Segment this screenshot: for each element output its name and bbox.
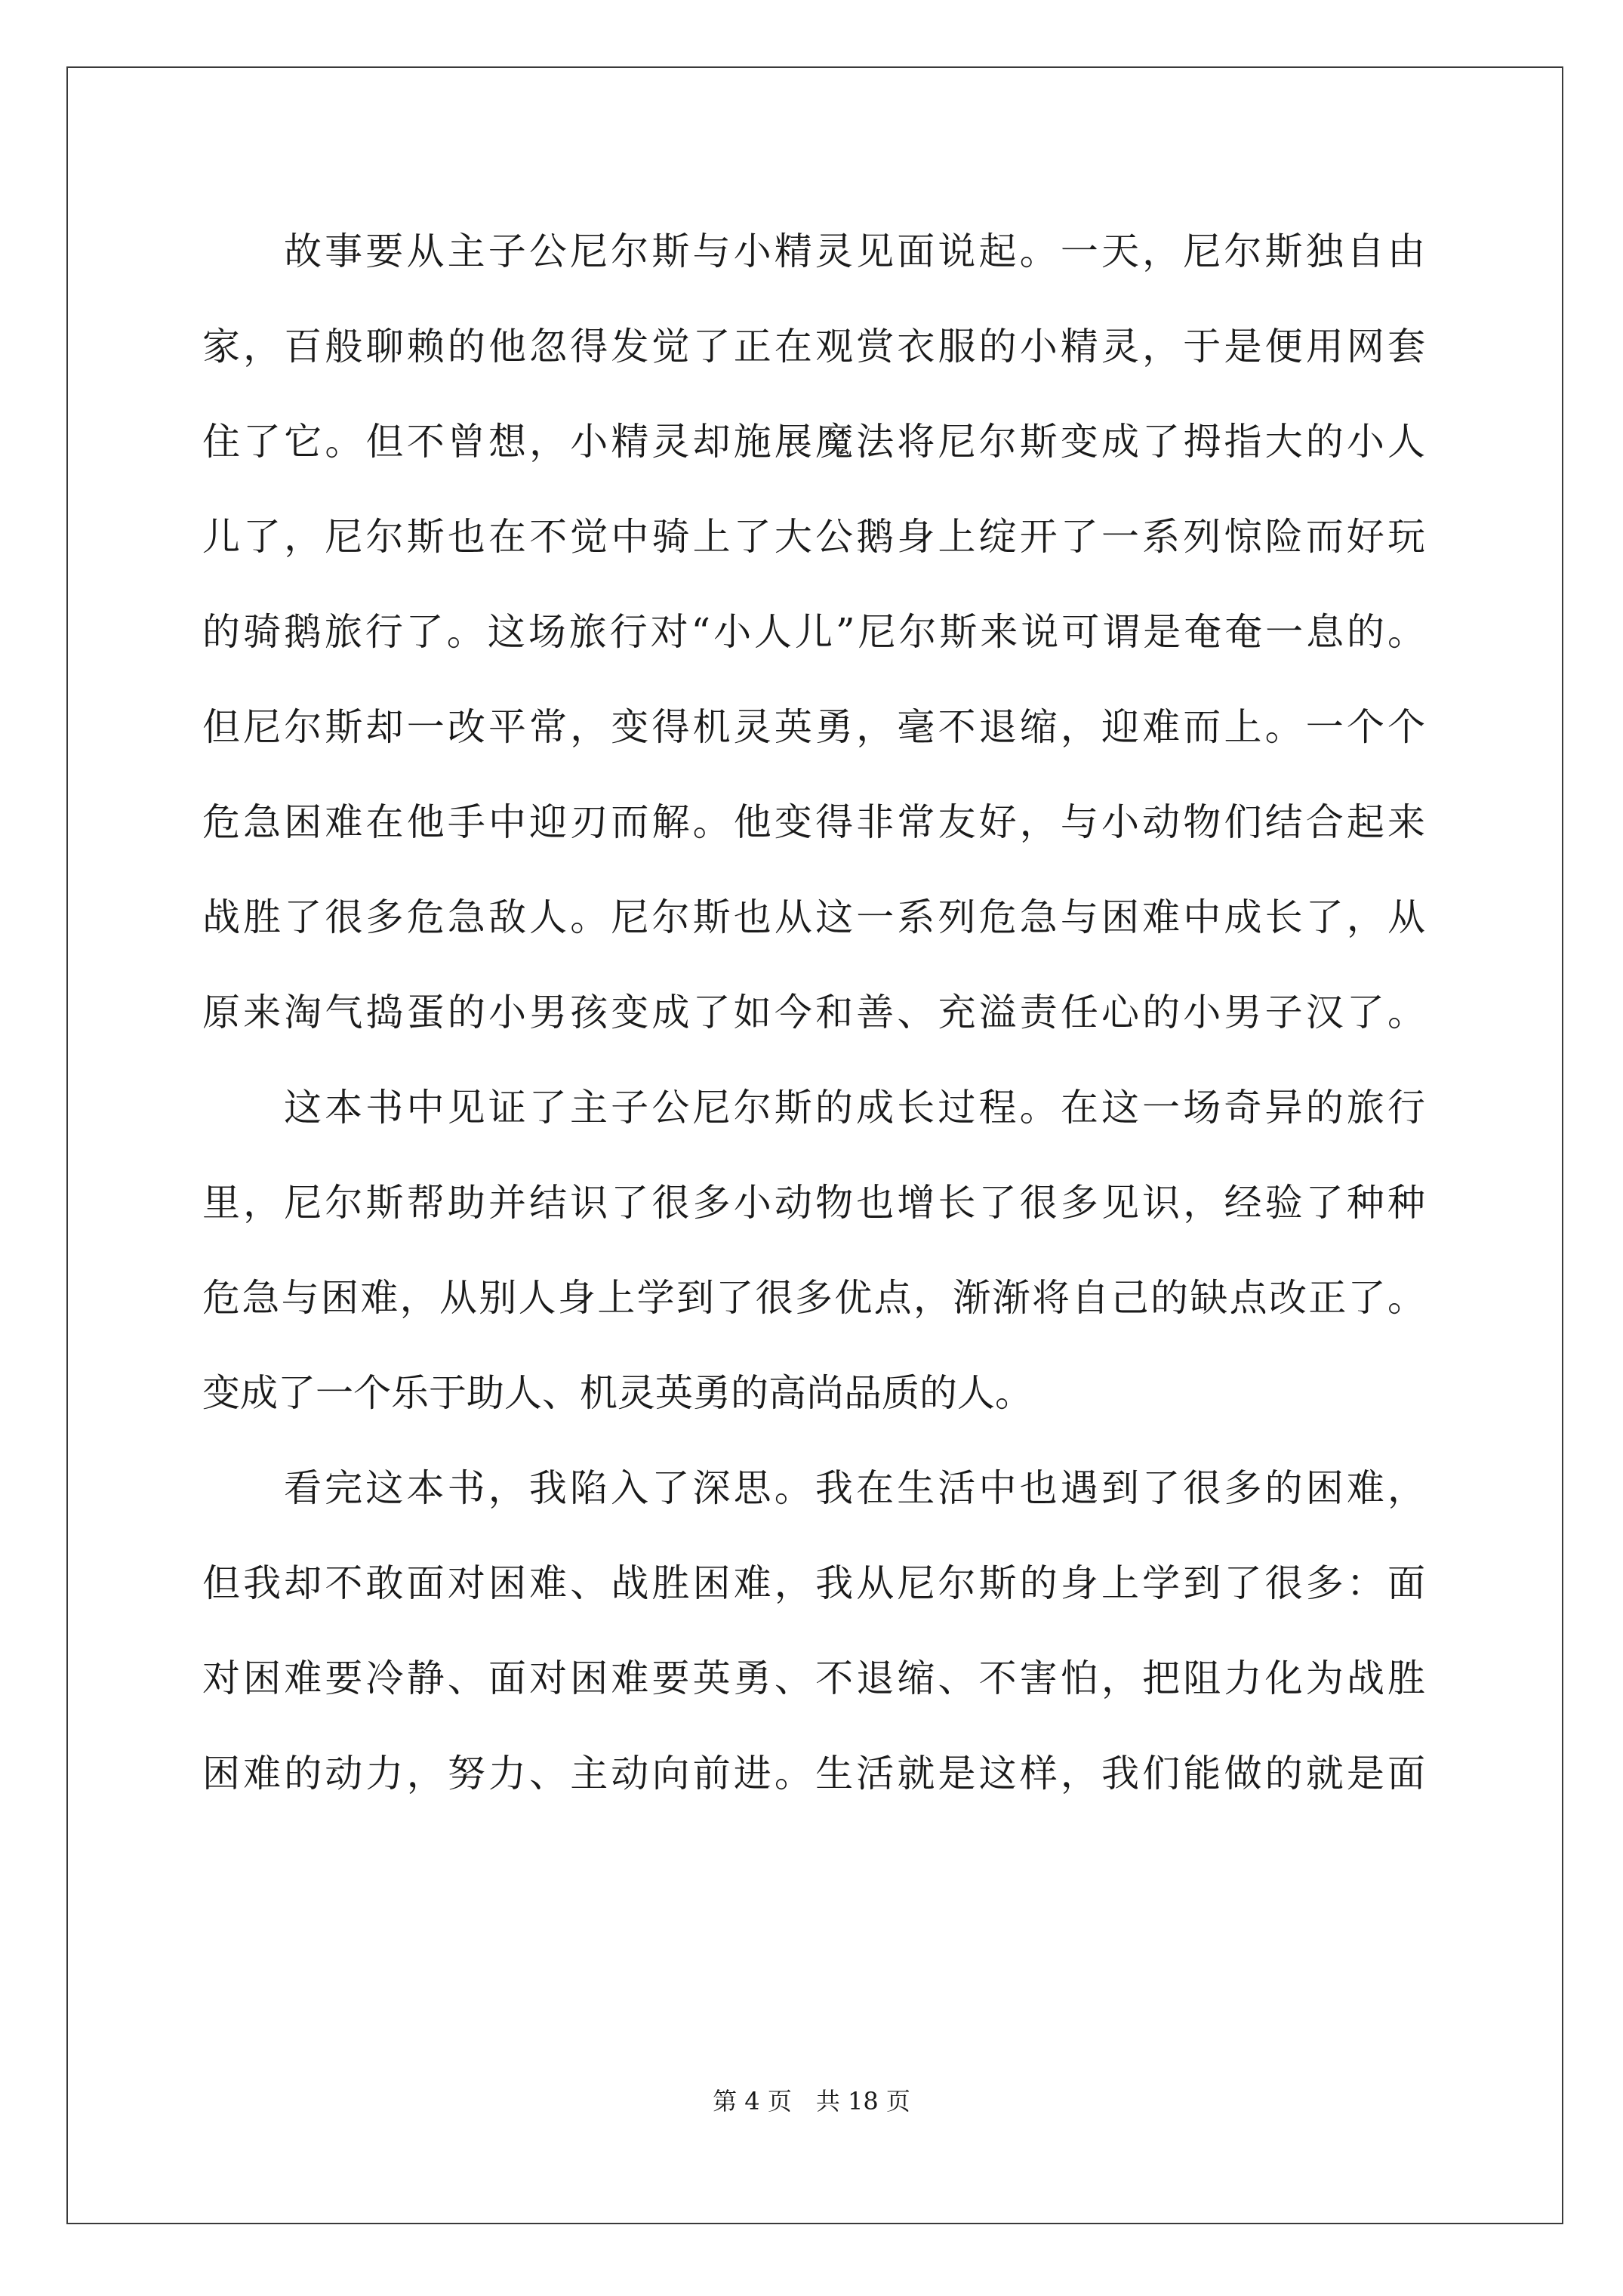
page-number-footer: 第 4 页 共 18 页: [713, 2087, 910, 2116]
paragraph-1-line-3: 住了它。但不曾想，小精灵却施展魔法将尼尔斯变成了拇指大的小人: [202, 420, 1425, 464]
paragraph-1-line-2: 家，百般聊赖的他忽得发觉了正在观赏衣服的小精灵，于是便用网套: [202, 325, 1425, 368]
paragraph-1-line-1: 故事要从主子公尼尔斯与小精灵见面说起。一天，尼尔斯独自由: [284, 230, 1425, 273]
paragraph-3-line-2: 但我却不敢面对困难、战胜困难，我从尼尔斯的身上学到了很多：面: [202, 1561, 1425, 1605]
paragraph-1-line-9: 原来淘气捣蛋的小男孩变成了如今和善、充溢责任心的小男子汉了。: [202, 991, 1425, 1034]
paragraph-3-line-3: 对困难要冷静、面对困难要英勇、不退缩、不害怕，把阻力化为战胜: [202, 1657, 1425, 1700]
paragraph-3-line-4: 困难的动力，努力、主动向前进。生活就是这样，我们能做的就是面: [202, 1752, 1425, 1795]
paragraph-1-line-6: 但尼尔斯却一改平常，变得机灵英勇，毫不退缩，迎难而上。一个个: [202, 705, 1425, 749]
paragraph-1-line-7: 危急困难在他手中迎刃而解。他变得非常友好，与小动物们结合起来: [202, 800, 1425, 844]
paragraph-1-line-4: 儿了，尼尔斯也在不觉中骑上了大公鹅身上绽开了一系列惊险而好玩: [202, 515, 1425, 559]
paragraph-3-line-1: 看完这本书，我陷入了深思。我在生活中也遇到了很多的困难，: [284, 1466, 1425, 1510]
paragraph-1-line-5: 的骑鹅旅行了。这场旅行对“小人儿”尼尔斯来说可谓是奄奄一息的。: [202, 610, 1425, 654]
paragraph-2-line-3: 危急与困难，从别人身上学到了很多优点，渐渐将自己的缺点改正了。: [202, 1276, 1425, 1320]
paragraph-2-line-4: 变成了一个乐于助人、机灵英勇的高尚品质的人。: [202, 1371, 1033, 1415]
paragraph-2-line-2: 里，尼尔斯帮助并结识了很多小动物也增长了很多见识，经验了种种: [202, 1181, 1425, 1225]
paragraph-1-line-8: 战胜了很多危急敌人。尼尔斯也从这一系列危急与困难中成长了，从: [202, 895, 1425, 939]
paragraph-2-line-1: 这本书中见证了主子公尼尔斯的成长过程。在这一场奇异的旅行: [284, 1086, 1425, 1130]
document-body: [202, 204, 1425, 1821]
